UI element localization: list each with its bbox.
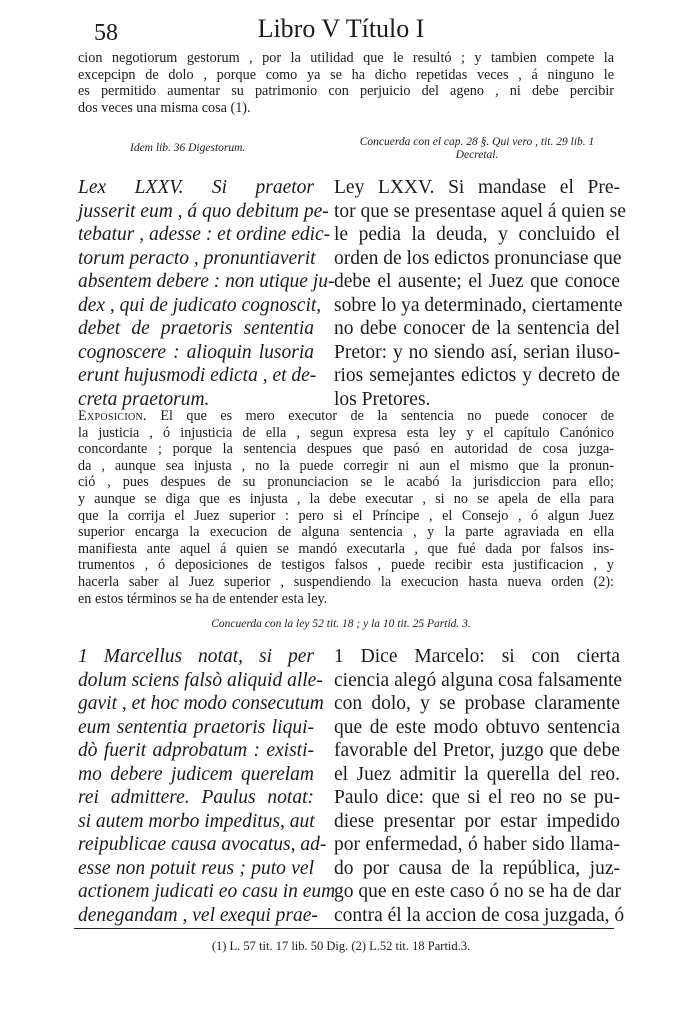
intro-line: dos veces una misma cosa (1). (78, 99, 251, 116)
exposicion-line: trumentos , ó deposiciones de testigos falsos , puede recibir esta justificacion , y (78, 557, 614, 574)
latin-line: cognoscere : alioquin lusoria (78, 341, 314, 363)
spanish-line: do por causa de la república, juz- (334, 857, 620, 879)
spanish-line: diese presentar por estar impedido (334, 810, 620, 832)
latin-line: debet de praetoris sententia (78, 318, 314, 339)
latin-line: denegandam , vel exequi prae- (78, 904, 318, 926)
concordance-line: Decretal. (455, 149, 499, 161)
latin-line: actionem judicati eo casu in eum (78, 881, 336, 902)
latin-line: Lex LXXV. Si praetor (78, 177, 314, 198)
concordance-center: Concuerda con la ley 52 tit. 18 ; y la 10 tit. 25 Partid. 3. (211, 618, 471, 630)
exposicion-line: y aunque se diga que es injusta , la debe executar , si no se apela de ella para (78, 490, 614, 507)
spanish-line: con dolo, y se probase claramente (334, 693, 620, 714)
footnotes: (1) L. 57 tit. 17 lib. 50 Dig. (2) L.52 tit. 18 Partid.3. (211, 939, 471, 953)
spanish-line: Ley LXXV. Si mandase el Pre- (334, 177, 620, 198)
latin-line: reipublicae causa avocatus, ad- (78, 834, 327, 855)
latin-line: creta praetorum. (78, 388, 210, 410)
exposicion-first-line: El que es mero executor de la sentencia no puede conocer de (160, 408, 615, 424)
latin-line: esse non potuit reus ; puto vel (78, 857, 314, 879)
latin-line: dò fuerit adprobatum : existi- (78, 740, 314, 761)
spanish-line: le pedia la deuda, y concluido el (334, 224, 620, 245)
latin-line: tebatur , adesse : et ordine edic- (78, 224, 331, 245)
latin-line: erunt hujusmodi edicta , et de- (78, 365, 317, 386)
intro-line: es permitido aumentar su patrimonio con perjuicio del ageno , ni debe percibir (78, 83, 614, 100)
running-title: Libro V Título I (257, 14, 425, 43)
concordance-left: Idem lib. 36 Digestorum. (130, 142, 246, 154)
spanish-line: debe el ausente; el Juez que conoce (334, 271, 620, 292)
spanish-line: el Juez admitir la querella del reo. (334, 763, 620, 785)
spanish-line: contra él la accion de cosa juzgada, ó (334, 904, 625, 926)
spanish-line: tor que se presentase aquel á quien se (334, 200, 626, 222)
latin-line: dolum sciens falsò aliquid alle- (78, 669, 323, 691)
exposicion-line (78, 408, 614, 425)
exposicion-line: ció , pues despues de su pronunciacion se le acabó la jurisdiccion para ello; (78, 474, 614, 491)
spanish-line: go que en este caso ó no se ha de dar (334, 881, 621, 902)
concordance-right (334, 136, 620, 162)
concordance-line: Concuerda con el cap. 28 §. Qui vero , tit. 29 lib. 1 (359, 136, 595, 148)
lex-75-latin (78, 176, 335, 411)
exposicion-label: Exposicion. (78, 408, 147, 424)
spanish-line: sobre lo ya determinado, ciertamente (334, 294, 623, 316)
spanish-line: los Pretores. (334, 388, 431, 410)
spanish-line: orden de los edictos pronunciase que (334, 247, 622, 269)
exposicion-line: la justicia , ó injusticia de ella , segun expresa esta ley y el capítulo Canónico (78, 424, 614, 441)
exposicion-line: da , aunque sea injusta , no la puede corregir ni aun el mismo que la pronun- (78, 457, 614, 474)
spanish-line: favorable del Pretor, juzgo que debe (334, 740, 620, 761)
latin-line: 1 Marcellus notat, si per (78, 646, 314, 667)
latin-line: absentem debere : non utique ju- (78, 271, 335, 292)
latin-line: mo debere judicem querelam (78, 763, 314, 785)
exposicion-line: en estos términos se ha de entender esta ley. (78, 590, 328, 607)
latin-line: gavit , et hoc modo consecutum (78, 693, 324, 714)
footnote-divider (74, 928, 614, 929)
spanish-line: Pretor: y no siendo así, serian iluso- (334, 341, 620, 363)
ley-75-spanish (334, 176, 626, 411)
spanish-line: por enfermedad, ó haber sido llama- (334, 834, 620, 855)
intro-line: excepcipn de dolo , porque como ya se ha dicho repetidas veces , á ninguno le (78, 66, 614, 83)
section-1-latin (78, 645, 336, 927)
spanish-line: Paulo dice: que si el reo no se pu- (334, 787, 620, 808)
spanish-line: rios semejantes edictos y decreto de (334, 365, 620, 386)
spanish-line: 1 Dice Marcelo: si con cierta (334, 646, 620, 667)
intro-paragraph (78, 50, 614, 116)
exposicion-line: manifiesta ante aquel á quien se mandó executarla , que fué dada por falsos ins- (78, 540, 614, 557)
intro-line: cion negotiorum gestorum , por la utilidad que le resultó ; y tambien compete la (78, 50, 614, 66)
exposicion-paragraph (78, 408, 614, 607)
spanish-line: que de este modo obtuvo sentencia (334, 716, 620, 738)
latin-line: dex , qui de judicato cognoscit, (78, 294, 322, 316)
spanish-line: ciencia alegó alguna cosa falsamente (334, 669, 623, 691)
spanish-line: no debe conocer de la sentencia del (334, 318, 620, 339)
latin-line: rei admittere. Paulus notat: (78, 787, 314, 808)
exposicion-line: superior encarga la execucion de alguna sentencia , y la parte agraviada en ella (78, 524, 614, 541)
latin-line: jusserit eum , á quo debitum pe- (78, 200, 329, 222)
latin-line: torum peracto , pronuntiaverit (78, 247, 316, 269)
section-1-spanish (334, 645, 625, 927)
exposicion-line: que la corrija el Juez superior : pero si el Príncipe , el Consejo , ó algun Juez (78, 507, 614, 524)
exposicion-line: concordante ; porque la sentencia despues que pasó en autoridad de cosa juzga- (78, 441, 614, 458)
page-number: 58 (94, 20, 118, 46)
latin-line: eum sententia praetoris liqui- (78, 716, 314, 738)
exposicion-line: hacerla saber al Juez superior , suspendiendo la execucion hasta nueva orden (2): (78, 573, 614, 590)
latin-line: si autem morbo impeditus, aut (78, 810, 315, 832)
